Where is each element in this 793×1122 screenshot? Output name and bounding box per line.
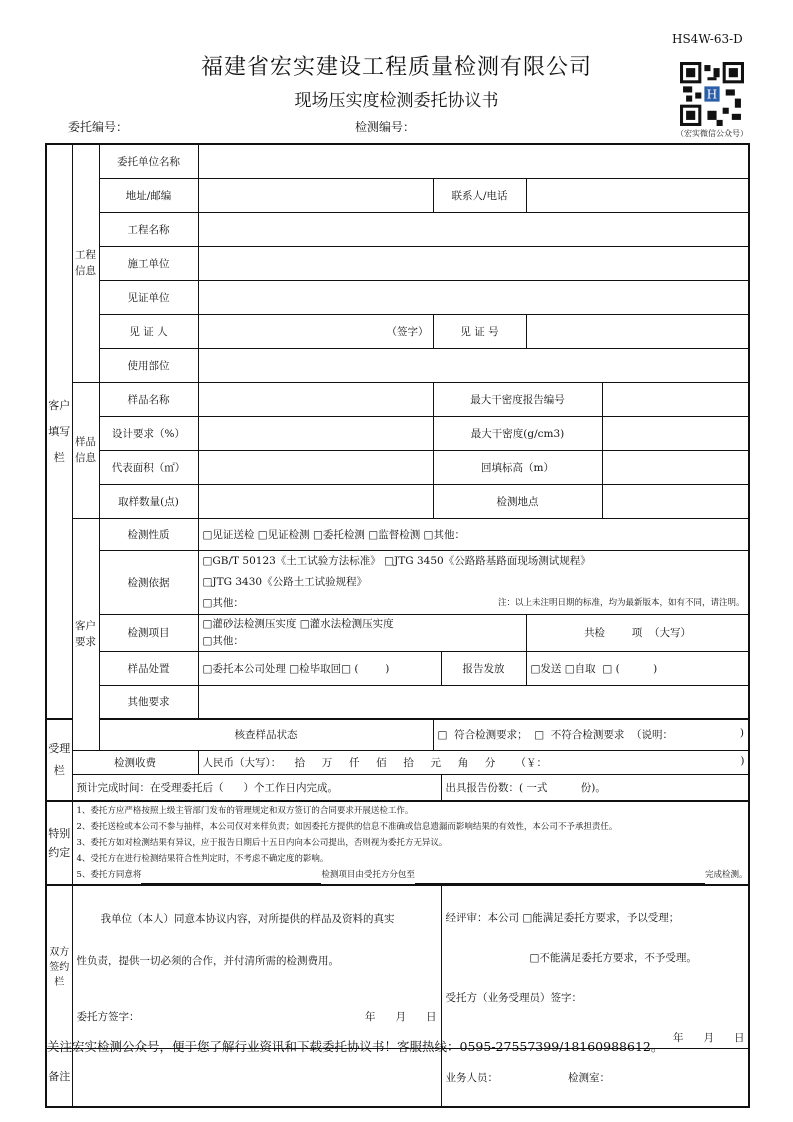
- witness-no-label: 见 证 号: [433, 314, 526, 348]
- status-options[interactable]: □ 符合检测要求； □ 不符合检测要求 （说明： ): [433, 719, 749, 750]
- agreement-form: [45, 143, 750, 1108]
- area-field[interactable]: [198, 450, 433, 484]
- test-points-field[interactable]: [602, 484, 749, 518]
- entrust-no-label: 委托编号：: [68, 120, 129, 134]
- sample-name-field[interactable]: [198, 382, 433, 416]
- remarks-field[interactable]: [72, 1049, 441, 1107]
- contact-field[interactable]: [526, 178, 749, 212]
- staff-label: 业务人员：: [445, 1071, 498, 1084]
- term-3: 3、委托方如对检测结果有异议，应于报告日期后十五日内向本公司提出，否则视为委托方无异议。: [76, 837, 448, 848]
- agent-sign-area[interactable]: [441, 885, 749, 1049]
- qty-label: 取样数量(点): [99, 484, 198, 518]
- review-accept[interactable]: 经评审：本公司 □能满足委托方要求，予以受理；: [445, 912, 680, 924]
- term-1: 1、委托方应严格按照上级主管部门发布的管理规定和双方签订的合同要求开展送检工作。: [76, 805, 414, 816]
- witness-unit-label: 见证单位: [99, 280, 198, 314]
- client-unit-label: 委托单位名称: [99, 144, 198, 178]
- finish-time[interactable]: 预计完成时间：在受理委托后（ ）个工作日内完成。: [72, 774, 441, 801]
- disposal-label: 样品处置: [99, 651, 198, 685]
- lab-label: 检测室：: [568, 1071, 610, 1084]
- qty-field[interactable]: [198, 484, 433, 518]
- term-2: 2、委托送检或本公司不参与抽样，本公司仅对来样负责；如因委托方提供的信息不准确或信息遗漏而影响结果的有效性，本公司不予承担责任。: [76, 821, 618, 832]
- section-project: 工程信息: [72, 144, 99, 382]
- page-subtitle: 现场压实度检测委托协议书: [294, 91, 499, 111]
- section-requirements: 客户要求: [72, 518, 99, 750]
- item-total[interactable]: 共检 项 （大写）: [526, 614, 749, 651]
- fill-elev-label: 回填标高（m）: [433, 450, 602, 484]
- term-4: 4、受托方在进行检测结果符合性判定时，不考虑不确定度的影响。: [76, 853, 329, 864]
- address-field[interactable]: [198, 178, 433, 212]
- svg-text:H: H: [706, 87, 718, 102]
- signature-hint: （签字）: [386, 325, 429, 338]
- term-5-c: 完成检测。: [704, 869, 748, 880]
- client-date[interactable]: 年 月 日: [364, 1011, 437, 1023]
- item-option-other[interactable]: □其他：: [202, 634, 244, 647]
- report-options[interactable]: □发送 □自取 □ ( ): [526, 651, 749, 685]
- max-density-report-label: 最大干密度报告编号: [433, 382, 602, 416]
- max-density-report-field[interactable]: [602, 382, 749, 416]
- item-option-methods[interactable]: □灌砂法检测压实度 □灌水法检测压实度: [202, 617, 394, 630]
- section-sign: 双方签约栏: [46, 885, 72, 1049]
- report-label: 报告发放: [441, 651, 526, 685]
- witness-field[interactable]: [198, 314, 433, 348]
- location-label: 使用部位: [99, 348, 198, 382]
- disposal-options[interactable]: □委托本公司处理 □检毕取回□ ( ): [198, 651, 441, 685]
- client-sign-area[interactable]: [72, 885, 441, 1049]
- other-req-field[interactable]: [198, 685, 749, 719]
- status-label: 核查样品状态: [99, 719, 433, 750]
- term-5-b: 检测项目由受托方分包至: [321, 869, 415, 880]
- section-sample: 样品信息: [72, 382, 99, 518]
- qr-code-icon: [680, 62, 744, 126]
- item-options[interactable]: [198, 614, 526, 651]
- subcontract-items-field[interactable]: [141, 867, 321, 884]
- constructor-label: 施工单位: [99, 246, 198, 280]
- section-remarks: 备注: [46, 1049, 72, 1107]
- witness-unit-field[interactable]: [198, 280, 749, 314]
- report-copies[interactable]: 出具报告份数：( 一式 份)。: [441, 774, 749, 801]
- basis-options[interactable]: [198, 550, 749, 614]
- basis-option-1[interactable]: □GB/T 50123《土工试验方法标准》 □JTG 3450《公路路基路面现场测试规程》: [202, 554, 591, 567]
- agent-date[interactable]: 年 月 日: [672, 1032, 745, 1044]
- nature-options[interactable]: □见证送检 □见证检测 □委托检测 □监督检测 □其他：: [198, 518, 749, 550]
- page-title: 福建省宏实建设工程质量检测有限公司: [200, 55, 592, 80]
- basis-option-2[interactable]: □JTG 3430《公路土工试验规程》: [202, 575, 368, 588]
- fee-label: 检测收费: [72, 750, 198, 774]
- doc-code: HS4W-63-D: [672, 32, 743, 46]
- basis-label: 检测依据: [99, 550, 198, 614]
- other-req-label: 其他要求: [99, 685, 198, 719]
- section-client: 客户填写栏: [46, 144, 72, 719]
- witness-no-field[interactable]: [526, 314, 749, 348]
- test-no-label: 检测编号：: [355, 120, 416, 134]
- item-label: 检测项目: [99, 614, 198, 651]
- agent-signature-label: 受托方（业务受理员）签字：: [445, 992, 582, 1004]
- remarks-staff[interactable]: [441, 1049, 749, 1107]
- basis-note: 注：以上未注明日期的标准，均为最新版本，如有不同，请注明。: [498, 597, 745, 608]
- section-special: 特别约定: [46, 801, 72, 885]
- project-name-field[interactable]: [198, 212, 749, 246]
- client-unit-field[interactable]: [198, 144, 749, 178]
- design-req-label: 设计要求（%）: [99, 416, 198, 450]
- design-req-field[interactable]: [198, 416, 433, 450]
- footer-note: 关注宏实检测公众号，便于您了解行业资讯和下载委托协议书！客服热线：0595-27557399/18160988612。: [47, 1039, 664, 1054]
- location-field[interactable]: [198, 348, 749, 382]
- section-acceptance: 受理栏: [46, 719, 72, 801]
- client-signature-label: 委托方签字：: [76, 1011, 140, 1023]
- fill-elev-field[interactable]: [602, 450, 749, 484]
- subcontractor-field[interactable]: [415, 867, 705, 884]
- special-terms: [72, 801, 749, 885]
- area-label: 代表面积（㎡）: [99, 450, 198, 484]
- client-statement-2: 性负责，提供一切必须的合作，并付清所需的检测费用。: [76, 955, 339, 967]
- contact-label: 联系人/电话: [433, 178, 526, 212]
- constructor-field[interactable]: [198, 246, 749, 280]
- test-points-label: 检测地点: [433, 484, 602, 518]
- max-density-label: 最大干密度(g/cm3): [433, 416, 602, 450]
- fee-field[interactable]: 人民币（大写）： 拾 万 仟 佰 拾 元 角 分 （￥： ): [198, 750, 749, 774]
- address-label: 地址/邮编: [99, 178, 198, 212]
- qr-caption: （宏实微信公众号）: [676, 129, 748, 138]
- sample-name-label: 样品名称: [99, 382, 198, 416]
- client-statement-1: 我单位（本人）同意本协议内容，对所提供的样品及资料的真实: [100, 913, 395, 925]
- term-5-a: 5、委托方同意将: [76, 869, 142, 880]
- basis-option-other[interactable]: □其他：: [202, 596, 244, 609]
- project-name-label: 工程名称: [99, 212, 198, 246]
- max-density-field[interactable]: [602, 416, 749, 450]
- witness-label: 见 证 人: [99, 314, 198, 348]
- review-reject[interactable]: □不能满足委托方要求，不予受理。: [529, 952, 697, 964]
- nature-label: 检测性质: [99, 518, 198, 550]
